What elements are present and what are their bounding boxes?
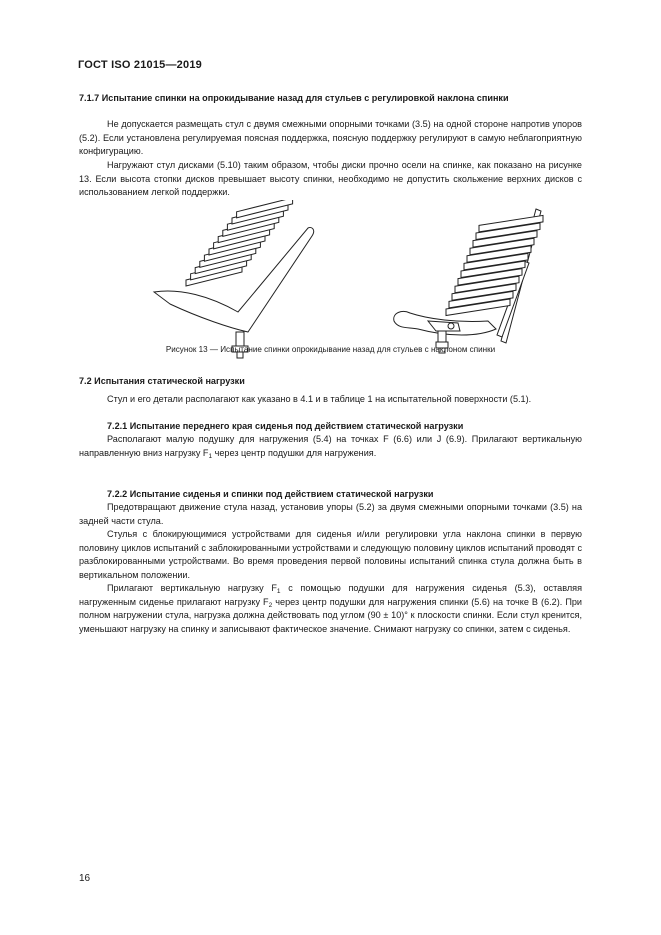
figure-13-right-chair [388, 205, 558, 355]
figure-caption: Рисунок 13 — Испытание спинки опрокидывание назад для стульев с наклоном спинки [165, 345, 496, 354]
paragraph-7-2-2-2: Стулья с блокирующимися устройствами для сиденья и/или регулировки угла наклона спинки в первую половину циклов испытаний с заблокированными устройствами и следующую половину циклов испытаний проводят с разблокированными устройствами. Во время проведения первой половины испытаний спинка стула должна быть в вертикальном положении. [79, 529, 582, 581]
document-header: ГОСТ ISO 21015—2019 [78, 59, 202, 71]
paragraph-7-2-2-1: Предотвращают движение стула назад, установив упоры (5.2) за двумя смежными опорными точками (3.5) на задней части стула. [79, 502, 582, 526]
heading-7-1-7: 7.1.7 Испытание спинки на опрокидывание назад для стульев с регулировкой наклона спинки [79, 93, 509, 103]
paragraph-7-2-2-3: Прилагают вертикальную нагрузку $F_1$ с помощью подушки для нагружения сиденья (5.3), оставляя нагруженным сиденье прилагают нагрузку $F_2$ через центр подушки для нагружения спинки (5.6) на точке B (6.2). При полном нагружении стула, нагрузка должна действовать под углом (90 ± 10)° к плоскости спинки. Если стул кренится, уменьшают нагрузку на спинку и записывают фактическое значение. Снимают нагрузку со спинки, затем с сиденья. [79, 583, 582, 635]
heading-7-2-2: 7.2.2 Испытание сиденья и спинки под действием статической нагрузки [107, 489, 434, 499]
paragraph-7-2-1: Стул и его детали располагают как указано в 4.1 и в таблице 1 на испытательной поверхности (5.1). [107, 394, 532, 404]
heading-7-2-1: 7.2.1 Испытание переднего края сиденья под действием статической нагрузки [107, 421, 464, 431]
heading-7-2: 7.2 Испытания статической нагрузки [79, 376, 245, 386]
page-number: 16 [79, 873, 91, 884]
figure-13-left-chair [140, 200, 340, 360]
paragraph-7-2-1-1: Располагают малую подушку для нагружения (5.4) на точках F (6.6) или J (6.9). Прилагают вертикальную направленную вниз нагрузку $F_1$ через центр подушки для нагружения. [79, 434, 582, 460]
paragraph-7-1-7-2: Нагружают стул дисками (5.10) таким образом, чтобы диски прочно осели на спинке, как показано на рисунке 13. Если высота стопки дисков превышает высоту спинки, необходимо не допустить скольжение верхних дисков с использованием легкой поддержки. [79, 160, 582, 198]
paragraph-7-1-7-1: Не допускается размещать стул с двумя смежными опорными точками (3.5) на одной стороне напротив упоров (5.2). Если установлена регулируемая поясная поддержка, поясную поддержку регулируют в самую неблагоприятную конфигурацию. [79, 119, 582, 157]
